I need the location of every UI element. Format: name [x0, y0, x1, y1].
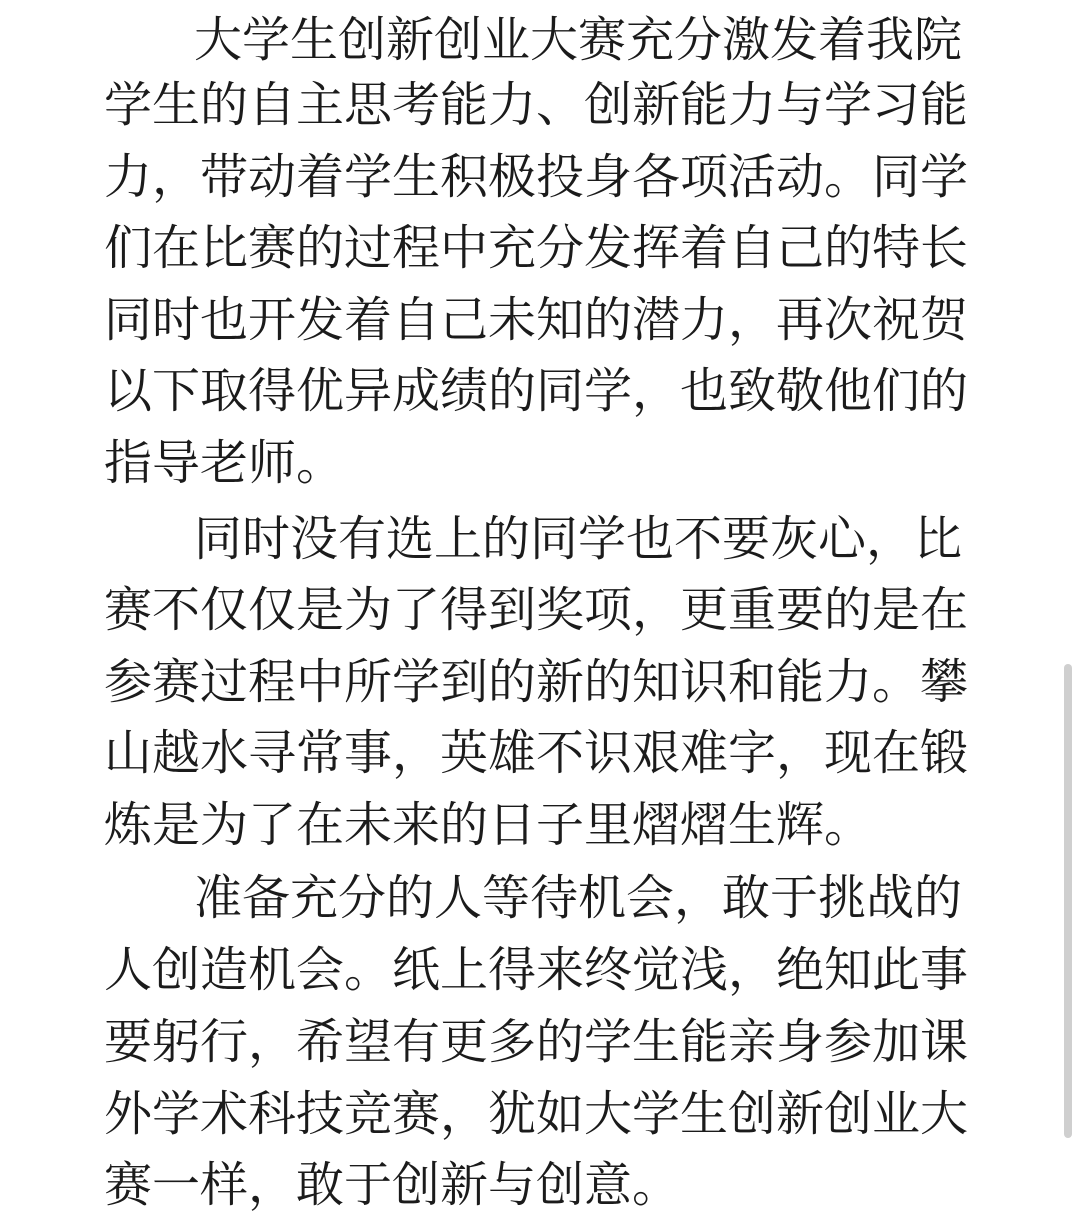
paragraph-1-line-2: 学生的自主思考能力、创新能力与学习能	[104, 77, 969, 133]
paragraph-1-line-4: 们在比赛的过程中充分发挥着自己的特长	[104, 220, 969, 276]
paragraph-3-line-1: 准备充分的人等待机会，敢于挑战的	[194, 870, 963, 926]
paragraph-2-line-4: 山越水寻常事，英雄不识艰难字，现在锻	[104, 725, 969, 781]
paragraph-1-line-1: 大学生创新创业大赛充分激发着我院	[194, 12, 963, 68]
paragraph-1-line-6: 以下取得优异成绩的同学，也致敬他们的	[104, 363, 969, 419]
paragraph-1-line-5: 同时也开发着自己未知的潜力，再次祝贺	[104, 292, 969, 348]
vertical-scrollbar-thumb[interactable]	[1064, 664, 1072, 1138]
paragraph-3-line-4: 外学术科技竞赛，犹如大学生创新创业大	[104, 1086, 969, 1142]
paragraph-2-line-1: 同时没有选上的同学也不要灰心，比	[194, 511, 963, 567]
paragraph-2-line-2: 赛不仅仅是为了得到奖项，更重要的是在	[104, 582, 969, 638]
paragraph-2-line-5: 炼是为了在未来的日子里熠熠生辉。	[104, 797, 873, 853]
paragraph-3-line-3: 要躬行，希望有更多的学生能亲身参加课	[104, 1014, 969, 1070]
paragraph-3-line-2: 人创造机会。纸上得来终觉浅，绝知此事	[104, 942, 969, 998]
paragraph-1-line-3: 力，带动着学生积极投身各项活动。同学	[104, 149, 969, 205]
paragraph-2-line-3: 参赛过程中所学到的新的知识和能力。攀	[104, 654, 969, 710]
paragraph-3-line-5: 赛一样，敢于创新与创意。	[104, 1157, 681, 1213]
paragraph-1-line-7: 指导老师。	[104, 435, 345, 491]
